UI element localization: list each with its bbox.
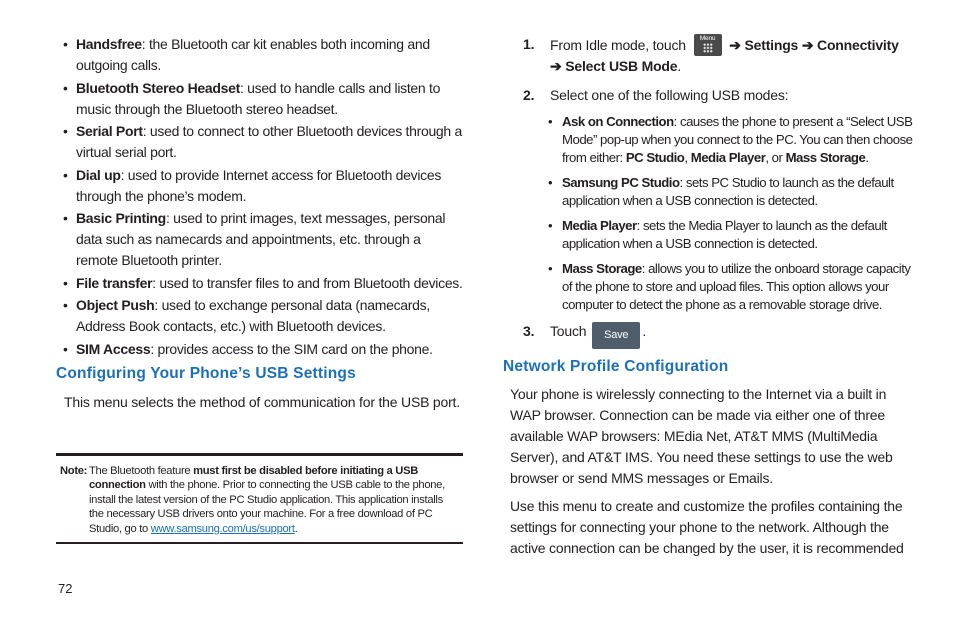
step-2 — [503, 85, 913, 106]
list-item — [548, 113, 913, 167]
list-item-desc: : used to transfer files to and from Bluetooth devices. — [152, 274, 463, 291]
network-profile-heading: Network Profile Configuration — [503, 358, 729, 375]
note-text: . — [294, 522, 298, 535]
list-item-term: Serial Port — [76, 123, 143, 139]
step-number: 1. — [523, 36, 535, 52]
list-item-term: Dial up — [76, 166, 121, 183]
list-item-term: Handsfree — [76, 36, 142, 52]
usb-intro-paragraph: This menu selects the method of communication for the USB port. — [64, 393, 460, 410]
note-body — [89, 464, 459, 536]
list-item — [62, 273, 464, 294]
choice: Media Player — [690, 150, 766, 165]
mode-desc: : causes the phone to present a “Select USB Mode” pop-up when you connect to the PC. You can then choose from either: — [562, 114, 913, 165]
usb-mode-list — [548, 113, 913, 314]
mode-term: Mass Storage — [562, 261, 642, 276]
list-item-desc: : used to print images, text messages, personal data such as namecards and appointments, etc. through a remote Bluetooth printer. — [76, 210, 446, 268]
step-text: . — [677, 58, 682, 74]
choice: PC Studio — [625, 150, 685, 165]
menu-button-label: Menu — [699, 35, 716, 42]
list-item-term: File transfer — [76, 274, 153, 291]
step-number: 2. — [523, 87, 535, 103]
step-1 — [503, 34, 913, 77]
bluetooth-profile-list — [62, 34, 464, 360]
choice-sep: , — [684, 150, 691, 165]
note-text: The Bluetooth feature — [89, 465, 194, 477]
grid-icon — [703, 43, 713, 53]
usb-settings-heading: Configuring Your Phone’s USB Settings — [56, 364, 356, 382]
left-column — [56, 34, 464, 413]
mode-term: Samsung PC Studio — [562, 175, 680, 190]
page-number: 72 — [58, 581, 73, 596]
note-box — [56, 453, 463, 544]
list-item — [548, 260, 913, 314]
list-item-term: Basic Printing — [76, 210, 166, 226]
step-text: Touch — [550, 323, 587, 339]
mode-term: Ask on Connection — [562, 114, 674, 129]
network-paragraph-2: Use this menu to create and customize the profiles containing the settings for connecting your phone to the network. Although the active connection can be changed by the user, it is recommended — [510, 498, 904, 556]
note-text: with the phone. Prior to connecting the USB cable to the phone, install the latest version of the PC Studio application. This application installs the necessary USB drivers onto your machine. For a free download of PC Studio, go to — [89, 479, 445, 535]
support-link[interactable]: www.samsung.com/us/support — [150, 522, 295, 535]
list-item — [62, 339, 464, 360]
list-item-desc: : provides access to the SIM card on the phone. — [150, 340, 433, 357]
list-item — [62, 78, 464, 120]
note-emphasis: must first be disabled before initiating a USB connection — [89, 465, 419, 492]
list-item-term: SIM Access — [76, 340, 151, 357]
list-item-desc: : used to exchange personal data (namecards, Address Book contacts, etc.) with Bluetooth devices. — [76, 297, 430, 334]
list-item — [62, 208, 464, 271]
mode-desc: : sets the Media Player to launch as the default application when a USB connection is detected. — [562, 218, 887, 251]
list-item — [548, 174, 913, 210]
menu-button-icon[interactable] — [694, 34, 722, 56]
list-item-term: Object Push — [76, 297, 155, 313]
choice-sep: . — [865, 150, 869, 165]
list-item-desc: : the Bluetooth car kit enables both incoming and outgoing calls. — [76, 36, 430, 73]
list-item-term: Bluetooth Stereo Headset — [76, 79, 240, 96]
step-text: Select one of the following USB modes: — [550, 87, 789, 103]
mode-term: Media Player — [562, 218, 637, 233]
right-column — [503, 34, 913, 559]
step-text: From Idle mode, touch — [550, 37, 686, 53]
list-item — [548, 217, 913, 253]
list-item — [62, 165, 464, 207]
step-3 — [503, 321, 913, 349]
save-button[interactable]: Save — [592, 322, 640, 349]
list-item-desc: : used to connect to other Bluetooth devices through a virtual serial port. — [76, 123, 462, 160]
list-item — [62, 121, 464, 163]
mode-desc: : allows you to utilize the onboard storage capacity of the phone to store and upload files. This option allows your computer to detect the phone as a removable storage drive. — [562, 261, 911, 312]
mode-desc: : sets PC Studio to launch as the default application when a USB connection is detected. — [562, 175, 894, 208]
step-text: . — [642, 323, 647, 339]
choice-sep: , or — [765, 150, 786, 165]
list-item — [62, 295, 464, 337]
note-label: Note: — [60, 465, 88, 477]
step-number: 3. — [523, 323, 535, 339]
choice: Mass Storage — [785, 150, 866, 165]
list-item — [62, 34, 464, 76]
network-paragraph-1: Your phone is wirelessly connecting to the Internet via a built in WAP browser. Connection can be made via either one of three available WAP browsers: MEdia Net, AT&T MMS (MultiMedia Server), and AT&T IMS. You need these settings to use the web browser or send MMS messages or Emails. — [510, 386, 893, 486]
list-item-desc: : used to provide Internet access for Bluetooth devices through the phone’s modem. — [76, 166, 442, 204]
list-item-desc: : used to handle calls and listen to music through the Bluetooth stereo headset. — [76, 79, 441, 117]
menu-path: ➔ Settings ➔ Connectivity ➔ Select USB Mode — [550, 37, 899, 74]
